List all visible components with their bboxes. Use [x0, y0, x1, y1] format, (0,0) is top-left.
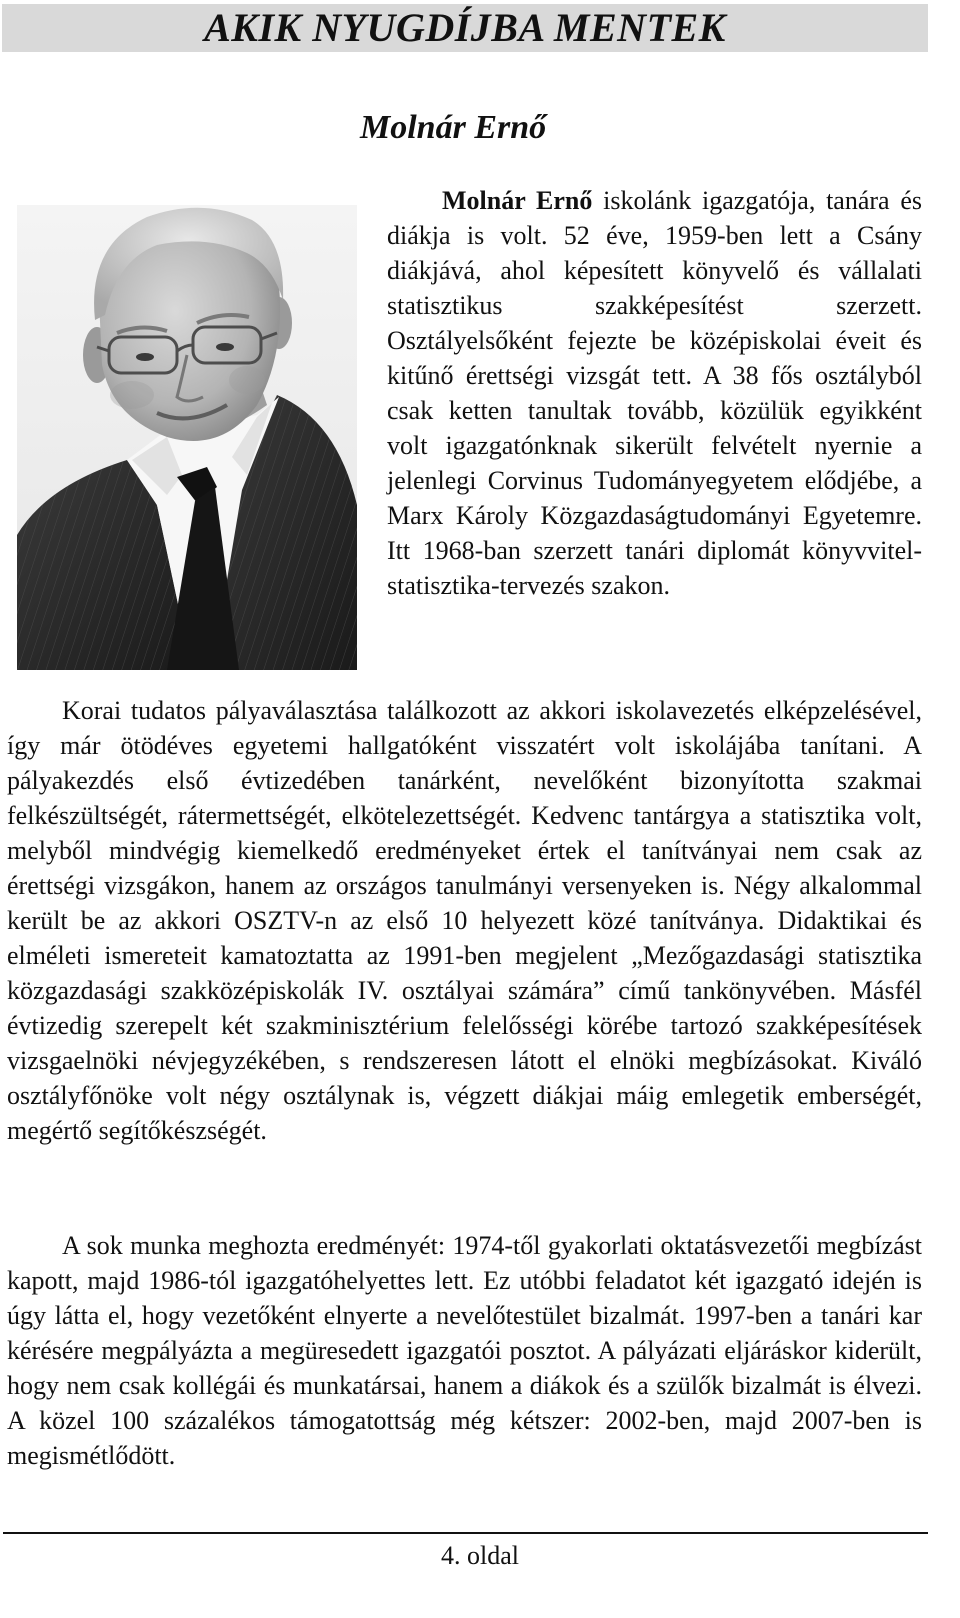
intro-paragraph [387, 183, 922, 603]
page-number: 4. oldal [441, 1541, 519, 1570]
footer-divider [3, 1532, 928, 1534]
portrait-photo [17, 205, 357, 670]
body-paragraph-2: Korai tudatos pályaválasztása találkozott az akkori iskolavezetés elképzelésével, így már ötödéves egyetemi hallgatóként visszatért volt iskolájába tanítani. A pályakezdés első évtizedében tanárként, nevelőként bizonyította szakmai felkészültségét, rátermettségét, elkötelezettségét. Kedvenc tantárgya a statisztika volt, melyből mindvégig kiemelkedő eredményeket értek el tanítványai nem csak az érettségi vizsgákon, hanem az országos tanulmányi versenyeken is. Négy alkalommal került be az akkori OSZTV-n az első 10 helyezett közé tanítványa. Didaktikai és elméleti ismereteit kamatoztatta az 1991-ben megjelent „Mezőgazdasági statisztika közgazdasági szakközépiskolák IV. osztályai számára” című tankönyvében. Másfél évtizedig szerepelt két szakminisztérium felelősségi körébe tartozó szakképesítések vizsgaelnöki névjegyzékében, s rendszeresen látott el elnöki megbízásokat. Kiváló osztályfőnöke volt négy osztálynak is, végzett diákjai máig emlegetik emberségét, megértő segítőkészségét. [7, 696, 922, 1145]
intro-name: Molnár Ernő [442, 186, 593, 215]
section-title: AKIK NYUGDÍJBA MENTEK [204, 5, 726, 50]
section-banner [2, 4, 928, 52]
body-paragraph-3: A sok munka meghozta eredményét: 1974-től gyakorlati oktatásvezetői megbízást kapott, majd 1986-tól igazgatóhelyettes lett. Ez utóbbi feladatot két igazgató idején is úgy látta el, hogy vezetőként elnyerte a nevelőtestület bizalmát. 1997-ben a tanári kar kérésére megpályázta a megüresedett igazgatói posztot. A pályázati eljáráskor kiderült, hogy nem csak kollégái és munkatársai, hanem a diákok és a szülők bizalmát is élvezi. A közel 100 százalékos támogatottság még kétszer: 2002-ben, majd 2007-ben is megismétlődött. [7, 1231, 922, 1470]
intro-text: iskolánk igazgatója, tanára és diákja is volt. 52 éve, 1959-ben lett a Csány diákjává, ahol képesített könyvelő és vállalati statisztikus szakképesítést szerzett. Osztályelsőként fejezte be középiskolai éveit és kitűnő érettségi vizsgát tett. A 38 fős osztályból csak ketten tanultak tovább, közülük egyikként volt igazgatónknak sikerült felvételt nyernie a jelenlegi Corvinus Tudományegyetem elődjébe, a Marx Károly Közgazdaságtudományi Egyetemre. Itt 1968-ban szerzett tanári diplomát könyvvitel-statisztika-tervezés szakon. [387, 186, 922, 600]
article-title: Molnár Ernő [360, 109, 547, 146]
portrait-illustration [17, 205, 357, 670]
